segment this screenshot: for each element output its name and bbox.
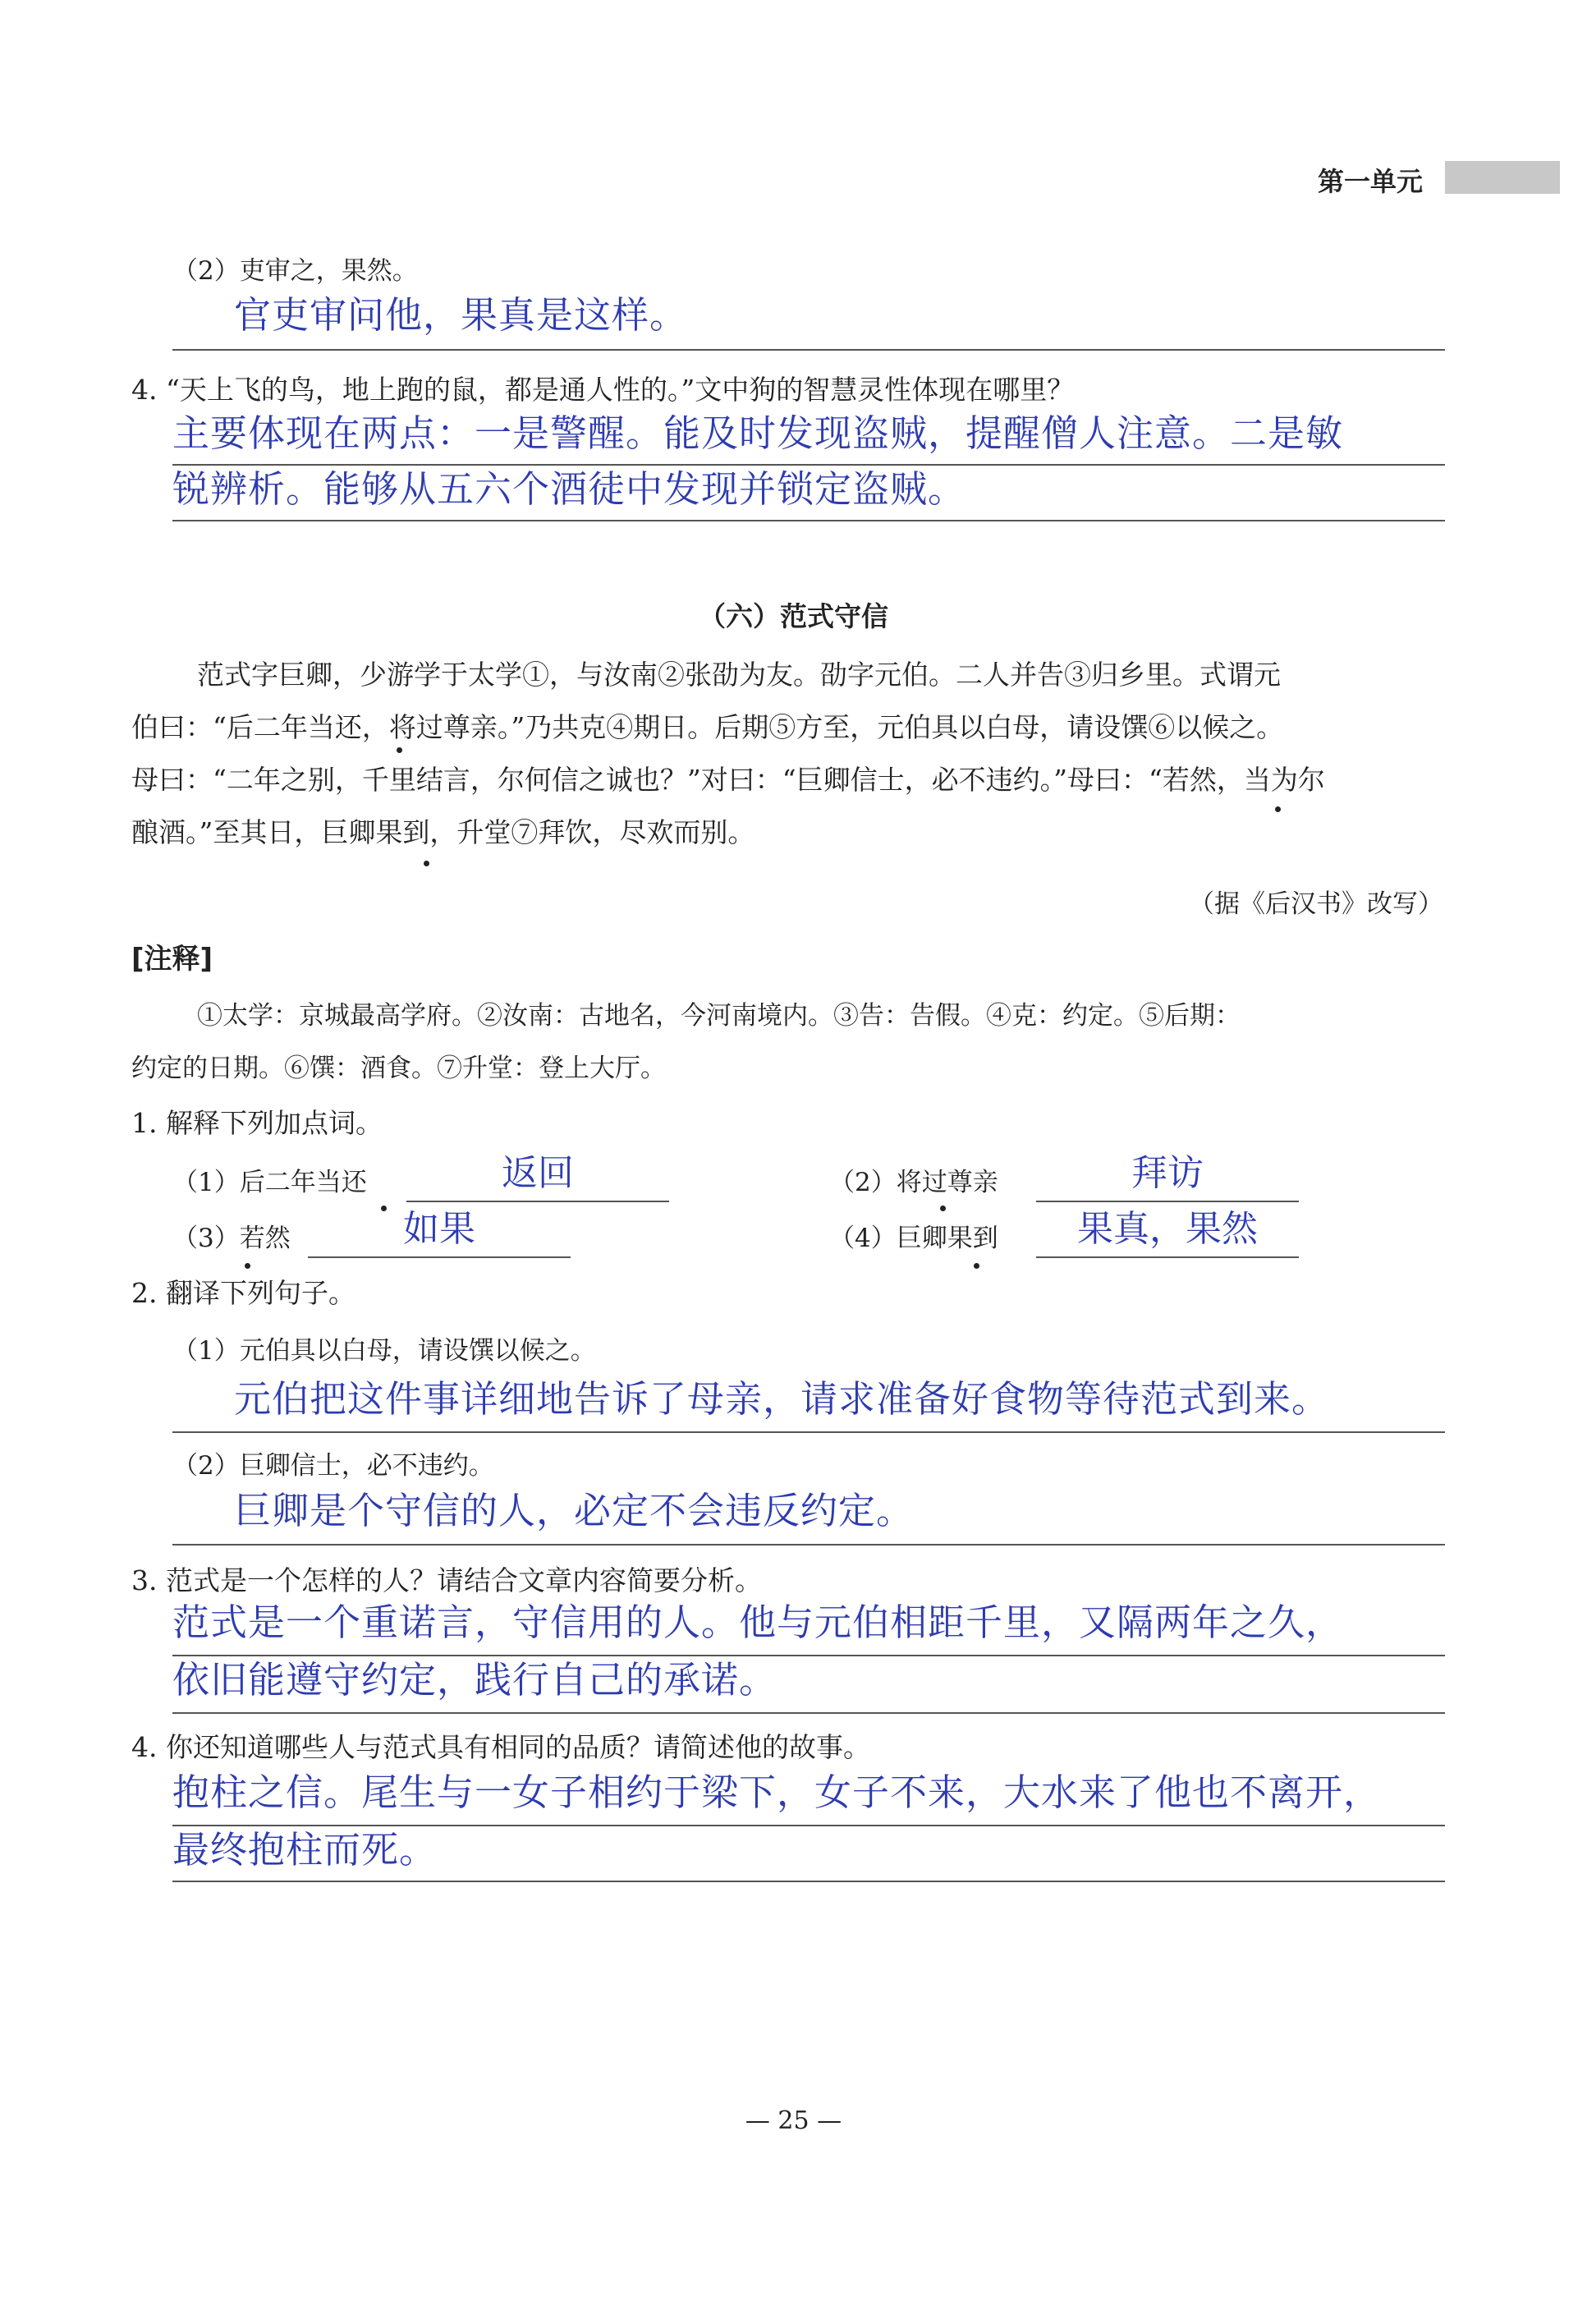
q1-item1-label: （1）后二年当还	[172, 1168, 367, 1197]
prev-q4-answer-line2: 锐辨析。能够从五六个酒徒中发现并锁定盗贼。	[172, 467, 966, 511]
passage	[131, 649, 1445, 859]
q1-item4-answer: 果真，果然	[1077, 1208, 1258, 1250]
q4-answer-line2: 最终抱柱而死。	[172, 1828, 438, 1872]
q3-label: 3. 范式是一个怎样的人？请结合文章内容简要分析。	[131, 1564, 762, 1596]
blank-line	[406, 1201, 669, 1202]
answer-line	[172, 464, 1445, 466]
q3-answer-line2: 依旧能遵守约定，践行自己的承诺。	[172, 1658, 777, 1702]
emphasis-dot	[397, 747, 402, 753]
source-citation: （据《后汉书》改写）	[1189, 889, 1443, 919]
section-title: （六）范式守信	[699, 600, 888, 632]
q2-s1-label: （1）元伯具以白母，请设馔以候之。	[172, 1336, 596, 1366]
emphasis-dot	[1275, 806, 1281, 812]
note-line: 约定的日期。⑥馔：酒食。⑦升堂：登上大厅。	[131, 1054, 666, 1083]
page-number: — 25 —	[745, 2106, 842, 2135]
passage-line: 酿酒。”至其日，巨卿果到，升堂⑦拜饮，尽欢而别。	[131, 816, 755, 848]
notes-heading: [注释]	[131, 943, 213, 976]
notes	[131, 990, 1445, 1095]
q2-label: 2. 翻译下列句子。	[131, 1277, 355, 1309]
prev-q4-label: 4. “天上飞的鸟，地上跑的鼠，都是通人性的。”文中狗的智慧灵性体现在哪里？	[131, 374, 1075, 406]
answer-line	[172, 1431, 1445, 1433]
answer-line	[172, 520, 1445, 521]
answer-line	[172, 1544, 1445, 1546]
q1-item3-label: （3）若然	[172, 1224, 291, 1253]
q4-label: 4. 你还知道哪些人与范式具有相同的品质？请简述他的故事。	[131, 1731, 870, 1763]
q4-answer-line1: 抱柱之信。尾生与一女子相约于梁下，女子不来，大水来了他也不离开，	[172, 1771, 1382, 1814]
passage-line: 伯曰：“后二年当还，将过尊亲。”乃共克④期日。后期⑤方至，元伯具以白母，请设馔⑥以候之。	[131, 711, 1284, 743]
q3-answer-line1: 范式是一个重诺言，守信用的人。他与元伯相距千里，又隔两年之久，	[172, 1601, 1344, 1644]
note-line: ①太学：京城最高学府。②汝南：古地名，今河南境内。③告：告假。④克：约定。⑤后期：	[197, 1001, 1241, 1031]
prev-q2-label: （2）吏审之，果然。	[172, 256, 418, 286]
blank-line	[1036, 1201, 1299, 1202]
emphasis-dot	[974, 1263, 979, 1269]
emphasis-dot	[940, 1206, 946, 1211]
emphasis-dot	[424, 861, 429, 866]
q2-s2-label: （2）巨卿信士，必不违约。	[172, 1451, 494, 1481]
q1-item1-answer: 返回	[502, 1152, 574, 1194]
answer-line	[172, 1825, 1445, 1826]
passage-line: 范式字巨卿，少游学于太学①，与汝南②张劭为友。劭字元伯。二人并告③归乡里。式谓元	[197, 659, 1281, 691]
q1-item2-label: （2）将过尊亲	[829, 1168, 998, 1197]
unit-bar	[1445, 161, 1560, 194]
answer-line	[172, 1881, 1445, 1882]
unit-label: 第一单元	[1318, 166, 1424, 197]
q2-s2-answer: 巨卿是个守信的人，必定不会违反约定。	[234, 1489, 915, 1532]
q1-item3-answer: 如果	[403, 1208, 475, 1250]
prev-q4-answer-line1: 主要体现在两点：一是警醒。能及时发现盗贼，提醒僧人注意。二是敏	[172, 411, 1344, 455]
q1-item4-label: （4）巨卿果到	[829, 1224, 998, 1253]
q1-item2-answer: 拜访	[1131, 1152, 1204, 1194]
emphasis-dot	[245, 1263, 250, 1269]
blank-line	[308, 1256, 571, 1258]
blank-line	[1036, 1256, 1299, 1258]
q1-label: 1. 解释下列加点词。	[131, 1107, 383, 1139]
answer-line	[172, 349, 1445, 351]
q2-s1-answer: 元伯把这件事详细地告诉了母亲，请求准备好食物等待范式到来。	[234, 1377, 1330, 1421]
passage-line: 母曰：“二年之别，千里结言，尔何信之诚也？”对曰：“巨卿信士，必不违约。”母曰：“若然，当为尔	[131, 764, 1325, 796]
answer-line	[172, 1655, 1445, 1656]
answer-line	[172, 1712, 1445, 1714]
prev-q2-answer: 官吏审问他，果真是这样。	[234, 293, 688, 337]
